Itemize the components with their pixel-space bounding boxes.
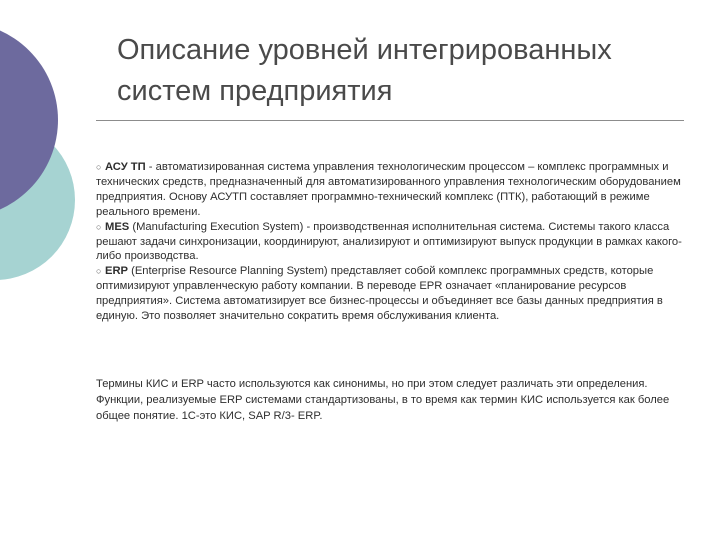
bullet-term: ERP [105, 265, 129, 278]
bullet-item-erp [96, 264, 686, 324]
bullet-term: MES [105, 220, 130, 233]
bullet-item-asu-tp [96, 160, 686, 220]
bullet-text: (Enterprise Resource Planning System) представляет собой комплекс программных средств, которые оптимизируют управленческую работу компании. В переводе EPR означает «планирование ресурсов предприятия». Система автоматизирует все бизнес-процессы и объединяет все базы данных предприятия в единую. Это позволяет значительно сократить время обслуживания клиента. [96, 265, 663, 323]
bullet-marker-icon: ○ [96, 221, 102, 232]
bullet-text: - автоматизированная система управления технологическим процессом – комплекс программных и технических средств, предназначенный для автоматизированного управления технологическим оборудованием предприятия. Основу АСУТП составляет программно-технический комплекс (ПТК), работающий в режиме реального времени. [96, 161, 681, 218]
closing-note: Термины КИС и ERP часто используются как синонимы, но при этом следует различать эти определения. Функции, реализуемые ERP системами стандартизованы, в то время как термин КИС используется как более общее понятие. 1С-это КИС, SAP R/3- ERP. [96, 378, 670, 423]
bullet-term: АСУ ТП [105, 161, 146, 173]
bullet-text: (Manufacturing Execution System) - производственная исполнительная система. Системы такого класса решают задачи синхронизации, координируют, анализируют и оптимизируют выпуск продукции в рамках какого-либо производства. [96, 220, 682, 263]
bullet-marker-icon: ○ [96, 266, 102, 277]
slide-title-line-2: систем предприятия [117, 75, 393, 107]
bullet-item-mes [96, 220, 686, 265]
title-divider [96, 120, 684, 121]
slide-title [117, 30, 707, 112]
bullet-list [96, 160, 686, 324]
slide-title-line-1: Описание уровней интегрированных [117, 34, 612, 66]
bullet-marker-icon: ○ [96, 162, 102, 172]
